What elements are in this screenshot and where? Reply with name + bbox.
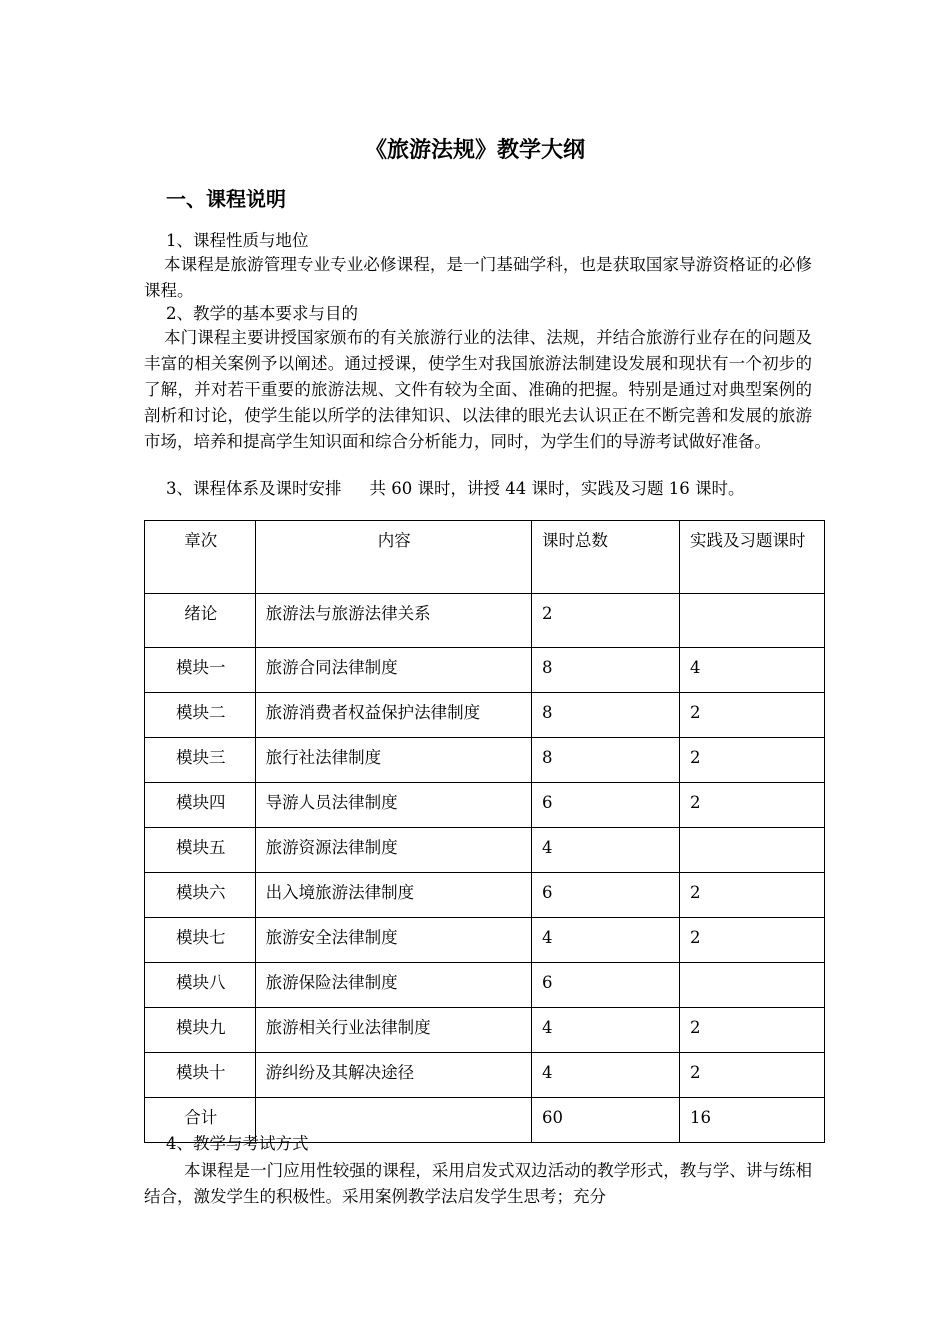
table-cell: 旅游合同法律制度 xyxy=(255,648,531,693)
table-cell: 模块九 xyxy=(145,1008,256,1053)
table-cell: 模块六 xyxy=(145,873,256,918)
table-cell: 2 xyxy=(679,693,824,738)
table-cell: 2 xyxy=(679,1053,824,1098)
table-cell: 2 xyxy=(679,738,824,783)
table-cell: 旅游安全法律制度 xyxy=(255,918,531,963)
header-cell: 课时总数 xyxy=(532,521,680,594)
item1-text: 本课程是旅游管理专业专业必修课程，是一门基础学科，也是获取国家导游资格证的必修课程。 xyxy=(144,255,812,300)
table-cell: 模块二 xyxy=(145,693,256,738)
schedule-table xyxy=(144,520,825,1143)
item4-text: 本课程是一门应用性较强的课程，采用启发式双边活动的教学形式，教与学、讲与练相结合，激发学生的积极性。采用案例教学法启发学生思考；充分 xyxy=(144,1161,812,1206)
item2-text: 本门课程主要讲授国家颁布的有关旅游行业的法律、法规，并结合旅游行业存在的问题及丰富的相关案例予以阐述。通过授课，使学生对我国旅游法制建设发展和现状有一个初步的了解，并对若干重要的旅游法规、文件有较为全面、准确的把握。特别是通过对典型案例的剖析和讨论，使学生能以所学的法律知识、以法律的眼光去认识正在不断完善和发展的旅游市场，培养和提高学生知识面和综合分析能力，同时，为学生们的导游考试做好准备。 xyxy=(144,328,812,451)
table-cell: 模块四 xyxy=(145,783,256,828)
table-cell: 2 xyxy=(679,918,824,963)
table-cell: 导游人员法律制度 xyxy=(255,783,531,828)
table-row xyxy=(145,1008,825,1053)
item2-label: 2、教学的基本要求与目的 xyxy=(166,304,358,323)
table-cell: 8 xyxy=(532,693,680,738)
table-cell: 旅游消费者权益保护法律制度 xyxy=(255,693,531,738)
table-row xyxy=(145,828,825,873)
table-cell xyxy=(679,594,824,648)
table-cell: 2 xyxy=(679,873,824,918)
item3-summary: 共 60 课时，讲授 44 课时，实践及习题 16 课时。 xyxy=(369,479,745,498)
table-row xyxy=(145,648,825,693)
table-cell: 旅行社法律制度 xyxy=(255,738,531,783)
table-cell: 4 xyxy=(532,1008,680,1053)
table-cell: 2 xyxy=(679,1008,824,1053)
table-cell: 模块八 xyxy=(145,963,256,1008)
table-cell: 旅游相关行业法律制度 xyxy=(255,1008,531,1053)
item4-label: 4、教学与考试方式 xyxy=(166,1134,309,1153)
table-cell: 4 xyxy=(679,648,824,693)
table-cell: 8 xyxy=(532,648,680,693)
table-row xyxy=(145,963,825,1008)
header-cell: 章次 xyxy=(145,521,256,594)
table-cell: 旅游资源法律制度 xyxy=(255,828,531,873)
table-cell: 旅游法与旅游法律关系 xyxy=(255,594,531,648)
table-cell: 绪论 xyxy=(145,594,256,648)
document-title: 《旅游法规》教学大纲 xyxy=(364,138,585,163)
table-cell: 模块十 xyxy=(145,1053,256,1098)
table-cell xyxy=(679,828,824,873)
table-row xyxy=(145,1053,825,1098)
header-cell: 实践及习题课时 xyxy=(679,521,824,594)
table-row xyxy=(145,594,825,648)
item3-label: 3、课程体系及课时安排 xyxy=(166,479,342,498)
table-header-row xyxy=(145,521,825,594)
table-row xyxy=(145,693,825,738)
item1-label: 1、课程性质与地位 xyxy=(166,231,309,250)
total-cell: 60 xyxy=(532,1098,680,1143)
table-cell: 旅游保险法律制度 xyxy=(255,963,531,1008)
table-row xyxy=(145,783,825,828)
table-cell: 模块七 xyxy=(145,918,256,963)
table-cell: 6 xyxy=(532,963,680,1008)
header-cell: 内容 xyxy=(255,521,531,594)
table-cell: 4 xyxy=(532,1053,680,1098)
table-cell: 模块五 xyxy=(145,828,256,873)
table-cell: 模块三 xyxy=(145,738,256,783)
table-cell: 出入境旅游法律制度 xyxy=(255,873,531,918)
table-cell: 6 xyxy=(532,873,680,918)
table-cell: 4 xyxy=(532,918,680,963)
section-heading: 一、课程说明 xyxy=(166,187,286,211)
table-cell: 2 xyxy=(679,783,824,828)
table-row xyxy=(145,738,825,783)
table-cell: 模块一 xyxy=(145,648,256,693)
table-cell: 8 xyxy=(532,738,680,783)
table-cell: 4 xyxy=(532,828,680,873)
total-cell: 合计 xyxy=(145,1098,256,1143)
table-cell xyxy=(679,963,824,1008)
item3-line xyxy=(166,476,744,502)
total-cell: 16 xyxy=(679,1098,824,1143)
table-cell: 6 xyxy=(532,783,680,828)
table-row xyxy=(145,918,825,963)
table-cell: 游纠纷及其解决途径 xyxy=(255,1053,531,1098)
table-cell: 2 xyxy=(532,594,680,648)
table-row xyxy=(145,873,825,918)
